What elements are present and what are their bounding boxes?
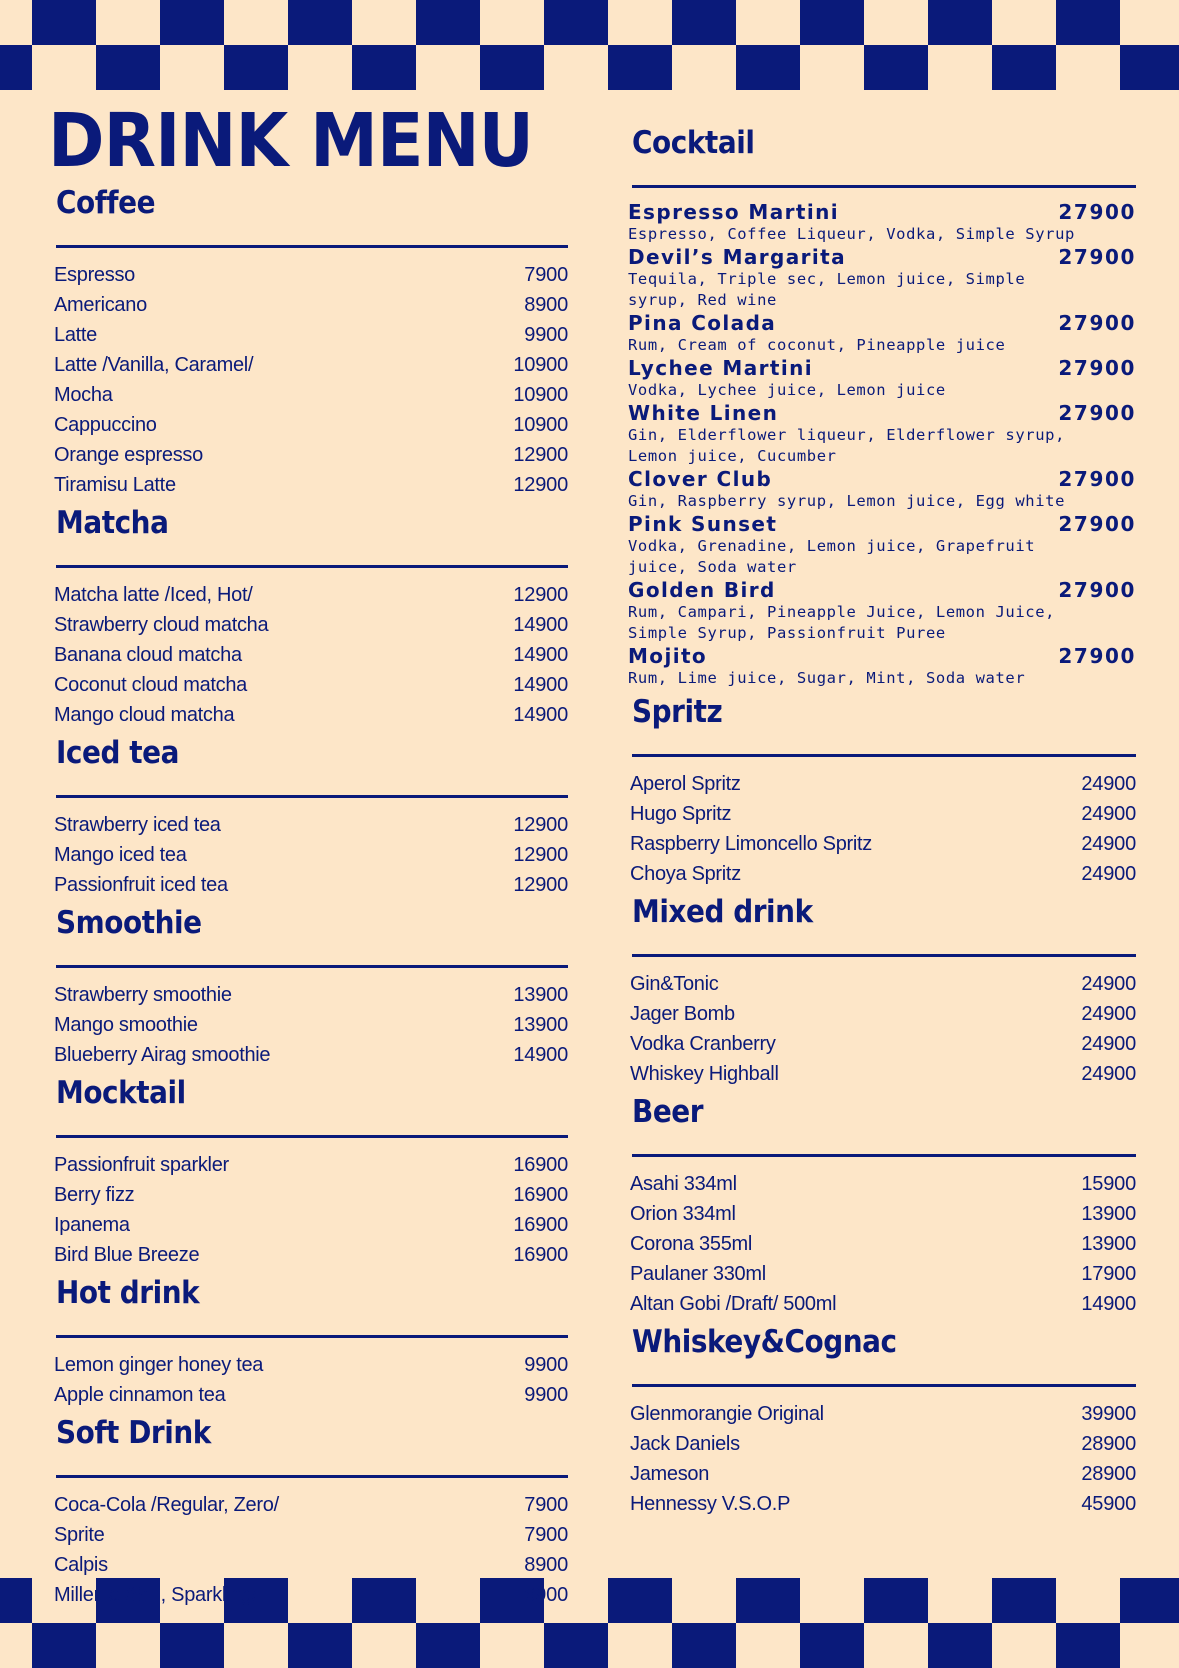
- item-name: Gin&Tonic: [630, 973, 719, 995]
- menu-item: [52, 1040, 568, 1070]
- item-price: 17900: [1081, 1263, 1136, 1285]
- item-price: 12900: [513, 874, 568, 896]
- menu-item: [52, 380, 568, 410]
- checker-square: [160, 0, 224, 45]
- menu-item: [628, 1029, 1136, 1059]
- checker-square: [224, 45, 288, 90]
- cocktail-description: Tequila, Triple sec, Lemon juice, Simple syrup, Red wine: [628, 270, 1026, 309]
- item-name: Strawberry smoothie: [54, 984, 232, 1006]
- item-price: 15900: [1081, 1173, 1136, 1195]
- item-name: Glenmorangie Original: [630, 1403, 824, 1425]
- menu-item: [628, 1169, 1136, 1199]
- item-price: 10900: [513, 384, 568, 406]
- section-whiskey-cognac: [628, 1324, 1136, 1519]
- menu-item: [628, 999, 1136, 1029]
- menu-item: [52, 1520, 568, 1550]
- cocktail-item: [628, 401, 1136, 467]
- checker-square: [288, 1623, 352, 1668]
- cocktail-item: [628, 644, 1136, 689]
- item-price: 9900: [524, 324, 568, 346]
- checker-square: [1120, 1578, 1179, 1623]
- checker-square: [736, 1578, 800, 1623]
- item-price: 24900: [1081, 803, 1136, 825]
- cocktail-name: Clover Club: [628, 467, 773, 491]
- checker-square: [736, 45, 800, 90]
- item-price: 24900: [1081, 833, 1136, 855]
- cocktail-price: 27900: [1058, 200, 1136, 224]
- menu-item: [628, 859, 1136, 889]
- item-price: 16900: [513, 1184, 568, 1206]
- cocktail-header: [628, 644, 1136, 668]
- menu-item: [628, 1059, 1136, 1089]
- section-beer: [628, 1094, 1136, 1319]
- checker-square: [1056, 0, 1120, 45]
- item-price: 24900: [1081, 1003, 1136, 1025]
- item-name: Asahi 334ml: [630, 1173, 737, 1195]
- item-price: 12900: [513, 844, 568, 866]
- item-price: 24900: [1081, 1063, 1136, 1085]
- item-price: 12900: [513, 584, 568, 606]
- menu-title: DRINK MENU: [48, 98, 534, 184]
- section-divider: [632, 754, 1136, 757]
- menu-item: [52, 1210, 568, 1240]
- section-heading: Mocktail: [56, 1075, 186, 1111]
- menu-item: [52, 810, 568, 840]
- menu-item: [628, 829, 1136, 859]
- section-iced-tea: [52, 735, 568, 900]
- cocktail-description: Gin, Elderflower liqueur, Elderflower syrup, Lemon juice, Cucumber: [628, 426, 1065, 465]
- left-column: [52, 180, 568, 1610]
- cocktail-price: 27900: [1058, 467, 1136, 491]
- item-price: 10900: [513, 354, 568, 376]
- item-price: 16900: [513, 1214, 568, 1236]
- item-name: Choya Spritz: [630, 863, 741, 885]
- item-price: 8900: [524, 294, 568, 316]
- menu-item: [52, 640, 568, 670]
- item-price: 24900: [1081, 973, 1136, 995]
- cocktail-item: [628, 512, 1136, 578]
- item-name: Apple cinnamon tea: [54, 1384, 226, 1406]
- cocktail-item: [628, 311, 1136, 356]
- menu-item: [52, 1010, 568, 1040]
- item-price: 28900: [1081, 1463, 1136, 1485]
- item-name: Aperol Spritz: [630, 773, 741, 795]
- section-heading: Smoothie: [56, 905, 202, 941]
- item-name: Passionfruit iced tea: [54, 874, 228, 896]
- menu-item: [52, 1150, 568, 1180]
- cocktail-price: 27900: [1058, 245, 1136, 269]
- item-price: 45900: [1081, 1493, 1136, 1515]
- item-name: Corona 355ml: [630, 1233, 753, 1255]
- item-name: Blueberry Airag smoothie: [54, 1044, 271, 1066]
- checker-square: [288, 0, 352, 45]
- item-name: Jack Daniels: [630, 1433, 740, 1455]
- checker-square: [800, 1623, 864, 1668]
- section-spritz: [628, 694, 1136, 889]
- checker-square: [928, 1623, 992, 1668]
- item-name: Calpis: [54, 1554, 108, 1576]
- item-name: Jameson: [630, 1463, 710, 1485]
- section-divider: [56, 1335, 568, 1338]
- cocktail-description: Rum, Cream of coconut, Pineapple juice: [628, 336, 1006, 354]
- menu-item: [628, 1289, 1136, 1319]
- section-divider: [632, 1384, 1136, 1387]
- item-name: Jager Bomb: [630, 1003, 735, 1025]
- section-coffee: [52, 185, 568, 500]
- section-divider: [56, 965, 568, 968]
- cocktail-header: [628, 245, 1136, 269]
- checker-square: [0, 45, 32, 90]
- item-price: 8900: [524, 1554, 568, 1576]
- checker-square: [672, 1623, 736, 1668]
- item-price: 14900: [513, 614, 568, 636]
- cocktail-price: 27900: [1058, 578, 1136, 602]
- menu-item: [628, 1199, 1136, 1229]
- item-name: Ipanema: [54, 1214, 130, 1236]
- checker-square: [544, 1623, 608, 1668]
- cocktail-description: Rum, Campari, Pineapple Juice, Lemon Juice, Simple Syrup, Passionfruit Puree: [628, 603, 1056, 642]
- item-price: 14900: [513, 1044, 568, 1066]
- item-name: Raspberry Limoncello Spritz: [630, 833, 872, 855]
- menu-item: [628, 1489, 1136, 1519]
- checker-square: [864, 1578, 928, 1623]
- item-name: Latte: [54, 324, 97, 346]
- cocktail-description: Vodka, Grenadine, Lemon juice, Grapefruit juice, Soda water: [628, 537, 1036, 576]
- item-name: Hennessy V.S.O.P: [630, 1493, 791, 1515]
- menu-item: [52, 290, 568, 320]
- item-name: Passionfruit sparkler: [54, 1154, 229, 1176]
- item-price: 10900: [513, 414, 568, 436]
- item-name: Americano: [54, 294, 147, 316]
- menu-item: [52, 1240, 568, 1270]
- checker-square: [1120, 45, 1179, 90]
- section-divider: [56, 1135, 568, 1138]
- menu-item: [52, 410, 568, 440]
- item-name: Latte /Vanilla, Caramel/: [54, 354, 254, 376]
- item-name: Whiskey Highball: [630, 1063, 779, 1085]
- checker-square: [480, 45, 544, 90]
- cocktail-name: Pink Sunset: [628, 512, 778, 536]
- cocktail-price: 27900: [1058, 644, 1136, 668]
- item-name: Mango cloud matcha: [54, 704, 235, 726]
- menu-item: [52, 260, 568, 290]
- section-smoothie: [52, 905, 568, 1070]
- item-name: Altan Gobi /Draft/ 500ml: [630, 1293, 837, 1315]
- menu-item: [52, 1490, 568, 1520]
- menu-item: [52, 1180, 568, 1210]
- item-name: Tiramisu Latte: [54, 474, 176, 496]
- menu-item: [52, 470, 568, 500]
- item-price: 14900: [513, 644, 568, 666]
- checker-square: [0, 1578, 32, 1623]
- item-name: Strawberry iced tea: [54, 814, 221, 836]
- item-name: Orange espresso: [54, 444, 203, 466]
- item-price: 12900: [513, 444, 568, 466]
- cocktail-list: [628, 200, 1136, 689]
- item-name: Lemon ginger honey tea: [54, 1354, 264, 1376]
- cocktail-description: Vodka, Lychee juice, Lemon juice: [628, 381, 946, 399]
- item-price: 12900: [513, 474, 568, 496]
- item-name: Strawberry cloud matcha: [54, 614, 269, 636]
- right-sections: [628, 694, 1136, 1519]
- item-price: 14900: [513, 704, 568, 726]
- item-price: 6900: [524, 1584, 568, 1606]
- section-cocktail: [628, 125, 1136, 689]
- menu-item: [628, 969, 1136, 999]
- section-matcha: [52, 505, 568, 730]
- checker-square: [992, 45, 1056, 90]
- section-divider: [56, 245, 568, 248]
- menu-item: [628, 1229, 1136, 1259]
- cocktail-item: [628, 467, 1136, 512]
- menu-item: [52, 610, 568, 640]
- checker-square: [992, 1578, 1056, 1623]
- checker-border-top: [0, 0, 1179, 90]
- item-price: 9900: [524, 1354, 568, 1376]
- item-name: Sprite: [54, 1524, 105, 1546]
- item-price: 16900: [513, 1244, 568, 1266]
- checker-square: [672, 0, 736, 45]
- item-name: Cappuccino: [54, 414, 157, 436]
- section-heading: Cocktail: [632, 125, 755, 161]
- item-price: 7900: [524, 264, 568, 286]
- section-mixed-drink: [628, 894, 1136, 1089]
- checker-square: [160, 1623, 224, 1668]
- menu-item: [52, 840, 568, 870]
- item-price: 7900: [524, 1494, 568, 1516]
- cocktail-price: 27900: [1058, 512, 1136, 536]
- right-column: [628, 120, 1136, 1519]
- checker-square: [800, 0, 864, 45]
- cocktail-name: Golden Bird: [628, 578, 776, 602]
- section-heading: Soft Drink: [56, 1415, 211, 1451]
- item-price: 13900: [1081, 1203, 1136, 1225]
- cocktail-price: 27900: [1058, 356, 1136, 380]
- section-heading: Whiskey&Cognac: [632, 1324, 897, 1360]
- cocktail-name: Mojito: [628, 644, 708, 668]
- menu-item: [52, 980, 568, 1010]
- section-heading: Coffee: [56, 185, 156, 221]
- checker-square: [864, 45, 928, 90]
- menu-item: [52, 320, 568, 350]
- menu-item: [628, 769, 1136, 799]
- section-divider: [56, 565, 568, 568]
- item-price: 28900: [1081, 1433, 1136, 1455]
- item-price: 39900: [1081, 1403, 1136, 1425]
- cocktail-name: White Linen: [628, 401, 779, 425]
- section-divider: [56, 795, 568, 798]
- item-name: Millenia /Still, Sparkling/: [54, 1584, 258, 1606]
- cocktail-item: [628, 200, 1136, 245]
- menu-item: [52, 1550, 568, 1580]
- item-price: 16900: [513, 1154, 568, 1176]
- menu-item: [628, 1429, 1136, 1459]
- cocktail-price: 27900: [1058, 401, 1136, 425]
- item-name: Orion 334ml: [630, 1203, 736, 1225]
- section-heading: Hot drink: [56, 1275, 200, 1311]
- menu-item: [628, 799, 1136, 829]
- section-hot-drink: [52, 1275, 568, 1410]
- cocktail-description: Gin, Raspberry syrup, Lemon juice, Egg white: [628, 492, 1065, 510]
- item-name: Espresso: [54, 264, 135, 286]
- section-heading: Spritz: [632, 694, 723, 730]
- item-price: 14900: [513, 674, 568, 696]
- checker-square: [32, 0, 96, 45]
- cocktail-description: Rum, Lime juice, Sugar, Mint, Soda water: [628, 669, 1026, 687]
- menu-item: [628, 1459, 1136, 1489]
- cocktail-name: Pina Colada: [628, 311, 777, 335]
- cocktail-header: [628, 512, 1136, 536]
- item-price: 13900: [513, 984, 568, 1006]
- item-name: Bird Blue Breeze: [54, 1244, 200, 1266]
- item-price: 24900: [1081, 773, 1136, 795]
- item-price: 12900: [513, 814, 568, 836]
- cocktail-header: [628, 401, 1136, 425]
- cocktail-item: [628, 356, 1136, 401]
- cocktail-item: [628, 578, 1136, 644]
- item-price: 9900: [524, 1384, 568, 1406]
- checker-square: [416, 1623, 480, 1668]
- item-name: Paulaner 330ml: [630, 1263, 766, 1285]
- cocktail-header: [628, 467, 1136, 491]
- checker-square: [352, 45, 416, 90]
- item-price: 24900: [1081, 1033, 1136, 1055]
- item-name: Hugo Spritz: [630, 803, 732, 825]
- cocktail-item: [628, 245, 1136, 311]
- checker-square: [96, 45, 160, 90]
- cocktail-header: [628, 356, 1136, 380]
- section-divider: [632, 954, 1136, 957]
- section-divider: [632, 185, 1136, 188]
- item-name: Vodka Cranberry: [630, 1033, 776, 1055]
- menu-item: [52, 670, 568, 700]
- item-price: 13900: [513, 1014, 568, 1036]
- cocktail-name: Espresso Martini: [628, 200, 839, 224]
- checker-square: [416, 0, 480, 45]
- section-heading: Mixed drink: [632, 894, 813, 930]
- menu-item: [52, 1350, 568, 1380]
- cocktail-name: Lychee Martini: [628, 356, 813, 380]
- item-name: Mango iced tea: [54, 844, 187, 866]
- item-name: Matcha latte /Iced, Hot/: [54, 584, 253, 606]
- section-heading: Iced tea: [56, 735, 180, 771]
- item-price: 24900: [1081, 863, 1136, 885]
- checker-square: [544, 0, 608, 45]
- menu-item: [52, 700, 568, 730]
- cocktail-description: Espresso, Coffee Liqueur, Vodka, Simple Syrup: [628, 225, 1075, 243]
- cocktail-price: 27900: [1058, 311, 1136, 335]
- section-mocktail: [52, 1075, 568, 1270]
- section-divider: [632, 1154, 1136, 1157]
- menu-item: [628, 1259, 1136, 1289]
- cocktail-name: Devil’s Margarita: [628, 245, 847, 269]
- menu-item: [52, 1580, 568, 1610]
- item-name: Coconut cloud matcha: [54, 674, 248, 696]
- section-divider: [56, 1475, 568, 1478]
- menu-item: [52, 870, 568, 900]
- item-price: 7900: [524, 1524, 568, 1546]
- menu-item: [52, 1380, 568, 1410]
- cocktail-header: [628, 200, 1136, 224]
- section-heading: Matcha: [56, 505, 169, 541]
- checker-square: [32, 1623, 96, 1668]
- item-name: Banana cloud matcha: [54, 644, 242, 666]
- section-soft-drink: [52, 1415, 568, 1610]
- section-heading: Beer: [632, 1094, 704, 1130]
- menu-item: [628, 1399, 1136, 1429]
- item-price: 14900: [1081, 1293, 1136, 1315]
- menu-item: [52, 440, 568, 470]
- checker-square: [1056, 1623, 1120, 1668]
- item-name: Mocha: [54, 384, 113, 406]
- cocktail-header: [628, 311, 1136, 335]
- item-price: 13900: [1081, 1233, 1136, 1255]
- cocktail-header: [628, 578, 1136, 602]
- menu-item: [52, 580, 568, 610]
- menu-item: [52, 350, 568, 380]
- item-name: Mango smoothie: [54, 1014, 198, 1036]
- item-name: Coca-Cola /Regular, Zero/: [54, 1494, 279, 1516]
- checker-square: [608, 45, 672, 90]
- checker-square: [928, 0, 992, 45]
- checker-square: [608, 1578, 672, 1623]
- item-name: Berry fizz: [54, 1184, 135, 1206]
